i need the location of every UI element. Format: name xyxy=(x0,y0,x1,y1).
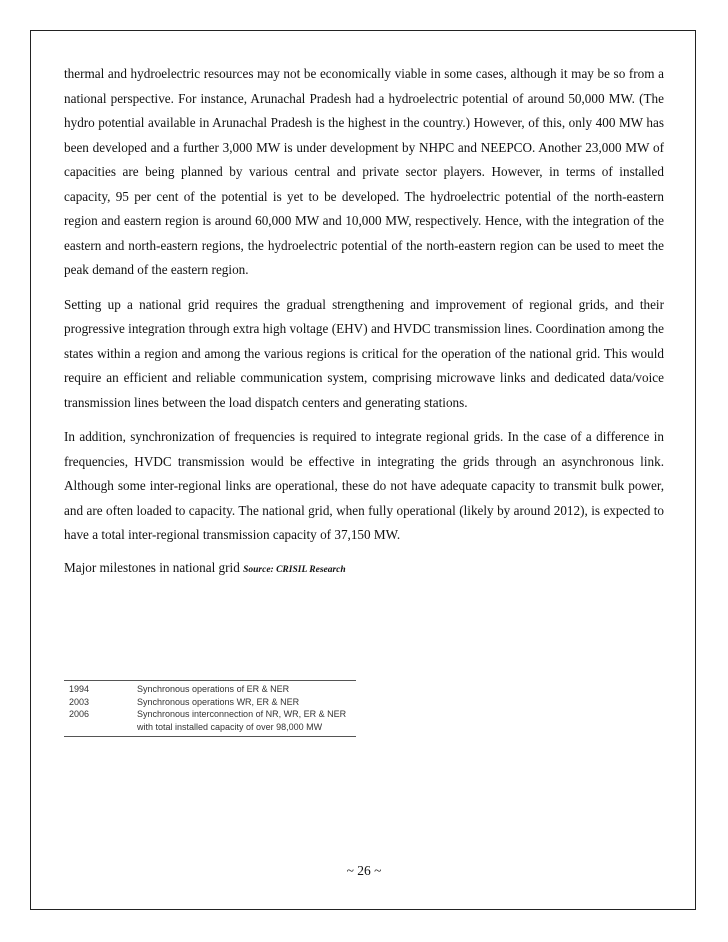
table-row xyxy=(64,696,356,709)
milestone-year: 2006 xyxy=(69,709,90,719)
milestone-year xyxy=(64,721,137,734)
milestone-year: 1994 xyxy=(69,684,90,694)
table-row xyxy=(64,721,356,734)
milestone-event: with total installed capacity of over 98,000 MW xyxy=(137,721,323,732)
milestone-event: Synchronous operations WR, ER & NER xyxy=(137,696,300,707)
milestone-event: Synchronous interconnection of NR, WR, ER & NER xyxy=(137,709,347,719)
table-row xyxy=(64,708,356,721)
paragraph-hydro-potential: thermal and hydroelectric resources may not be economically viable in some cases, although it may be so from a national perspective. For instance, Arunachal Pradesh had a hydroelectric potential of around 50,000 MW. (The hydro potential available in Arunachal Pradesh is the highest in the country.) However, of this, only 400 MW has been developed and a further 3,000 MW is under development by NHPC and NEEPCO. Another 23,000 MW of capacities are being planned by various central and private sector players. However, in terms of installed capacity, 95 per cent of the potential is yet to be developed. The hydroelectric potential of the north-eastern region and eastern region is around 60,000 MW and 10,000 MW, respectively. Hence, with the integration of the eastern and north-eastern regions, the hydroelectric potential of the north-eastern region can be used to meet the peak demand of the eastern region. xyxy=(64,66,664,277)
milestone-event: Synchronous operations of ER & NER xyxy=(137,684,290,694)
table-row xyxy=(64,683,356,696)
table-caption: Major milestones in national grid xyxy=(64,559,240,575)
paragraph-synchronization: In addition, synchronization of frequencies is required to integrate regional grids. In the case of a difference in frequencies, HVDC transmission would be effective in integrating the grids through an asynchronous link. Although some inter-regional links are operational, these do not have adequate capacity to transmit bulk power, and are often loaded to capacity. The national grid, when fully operational (likely by around 2012), is expected to have a total inter-regional transmission capacity of 37,150 MW. xyxy=(64,429,664,542)
table-caption-line xyxy=(64,558,664,580)
table-source: Source: CRISIL Research xyxy=(243,564,346,575)
page-number: ~ 26 ~ xyxy=(346,863,382,878)
document-body xyxy=(64,62,664,580)
milestones-table xyxy=(64,680,356,737)
paragraph-national-grid: Setting up a national grid requires the gradual strengthening and improvement of regional grids, and their progressive integration through extra high voltage (EHV) and HVDC transmission lines. Coordination among the states within a region and among the various regions is critical for the operation of the national grid. This would require an efficient and reliable communication system, comprising microwave links and dedicated data/voice transmission lines between the load dispatch centers and generating stations. xyxy=(64,296,664,410)
milestone-year: 2003 xyxy=(69,696,90,707)
